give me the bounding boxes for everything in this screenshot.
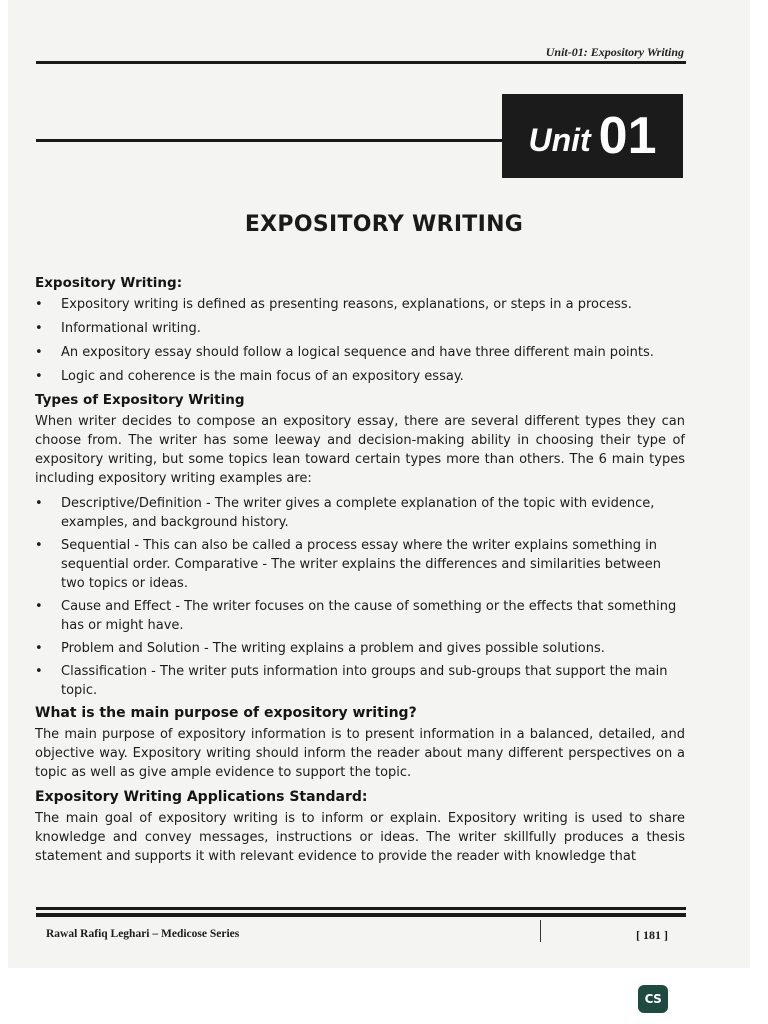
page-number: [ 181 ] — [636, 928, 668, 942]
section-heading-expository-writing: Expository Writing: — [35, 275, 183, 291]
running-head: Unit-01: Expository Writing — [545, 45, 684, 59]
types-intro-paragraph: When writer decides to compose an expository essay, there are several different types they can choose from. The writer has some leeway and decision-making ability in choosing their type of expository writing, but some topics lean toward certain types more than others. The 6 main types including expository writing examples are: — [35, 414, 685, 486]
unit-banner — [502, 94, 683, 178]
list-item: • Descriptive/Definition - The writer gives a complete explanation of the topic with evidence, examples, and background history. — [35, 496, 655, 530]
section-heading-applications: Expository Writing Applications Standard: — [35, 789, 368, 805]
main-content — [35, 274, 685, 872]
footer-divider — [540, 920, 541, 942]
list-item: • Logic and coherence is the main focus of an expository essay. — [35, 369, 464, 384]
unit-rule — [36, 139, 502, 142]
footer-author: Rawal Rafiq Leghari – Medicose Series — [46, 928, 240, 940]
list-item: • Informational writing. — [35, 321, 201, 336]
top-rule — [36, 61, 686, 64]
unit-number: 01 — [598, 107, 657, 165]
list-item: • Expository writing is defined as presenting reasons, explanations, or steps in a process. — [35, 297, 632, 312]
footer-rule — [36, 907, 686, 910]
applications-paragraph: The main goal of expository writing is to inform or explain. Expository writing is used to share knowledge and convey messages, instructions or ideas. The writer skillfully produces a thesis statement and supports it with relevant evidence to provide the reader with knowledge that — [35, 811, 685, 864]
unit-label: Unit — [528, 121, 591, 158]
definition-list — [35, 295, 685, 386]
section-heading-types: Types of Expository Writing — [35, 392, 245, 408]
list-item: • Cause and Effect - The writer focuses on the cause of something or the effects that something has or might have. — [35, 599, 677, 633]
types-list — [35, 494, 685, 700]
camscanner-logo-icon: CS — [638, 985, 668, 1013]
page-title: EXPOSITORY WRITING — [244, 212, 524, 237]
list-item: • Sequential - This can also be called a process essay where the writer explains something in sequential order. Comparative - The writer explains the differences and similarities between two topics or ideas. — [35, 538, 661, 591]
list-item: • Problem and Solution - The writing explains a problem and gives possible solutions. — [35, 641, 605, 656]
list-item: • Classification - The writer puts information into groups and sub-groups that support the main topic. — [35, 664, 668, 698]
section-heading-purpose: What is the main purpose of expository writing? — [35, 705, 417, 721]
footer-rule-thick — [36, 913, 686, 917]
list-item: • An expository essay should follow a logical sequence and have three different main points. — [35, 345, 654, 360]
purpose-paragraph: The main purpose of expository information is to present information in a balanced, detailed, and objective way. Expository writing should inform the reader about many different perspectives on a topic as well as give ample evidence to support the topic. — [35, 727, 685, 780]
